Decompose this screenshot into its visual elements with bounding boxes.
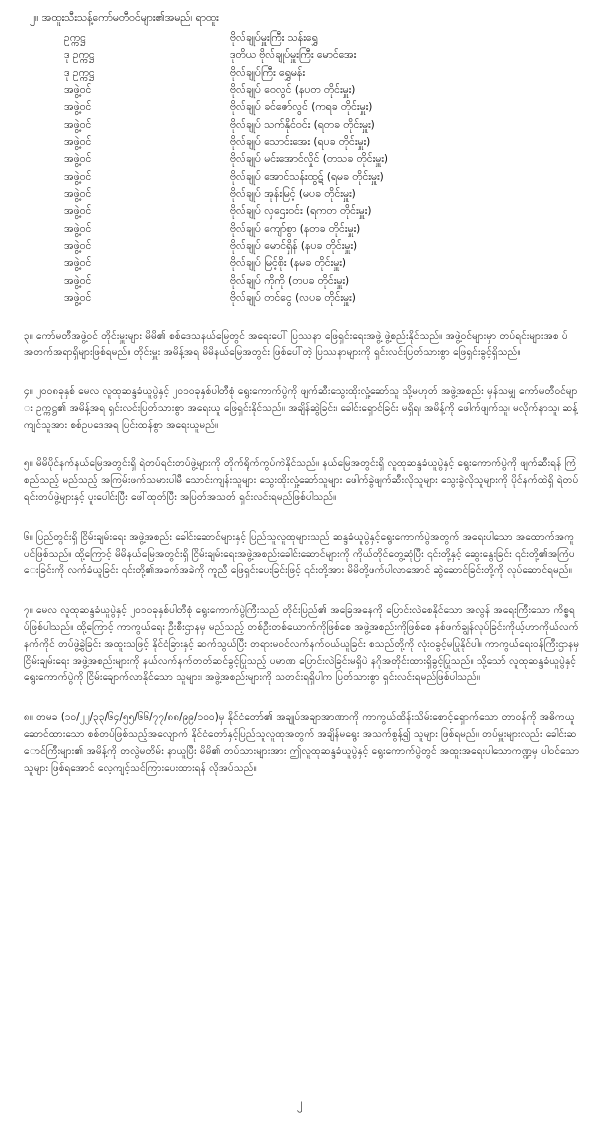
member-role: အဖွဲ့ဝင် bbox=[64, 101, 92, 114]
member-role: အဖွဲ့ဝင် bbox=[64, 240, 92, 253]
member-name: ဗိုလ်ချုပ် မင်းအောင်လှိုင် (တသခ တိုင်းမှူး) bbox=[230, 153, 388, 166]
member-name: ဗိုလ်ချုပ်ကြီး ရွှေမန်း bbox=[230, 66, 305, 79]
member-row bbox=[64, 82, 580, 99]
member-role: ဒု ဥက္ကဋ္ဌ bbox=[64, 66, 95, 79]
member-name: ဗိုလ်ချုပ်မှူးကြီး သန်းရွှေ bbox=[230, 32, 318, 44]
member-name: ဗိုလ်ချုပ် ကိုကို (တပခ တိုင်းမှူး) bbox=[230, 274, 350, 287]
member-name: ဗိုလ်ချုပ် သောင်းအေး (ရပခ တိုင်းမှူး) bbox=[230, 136, 371, 149]
member-role: အဖွဲ့ဝင် bbox=[64, 188, 92, 201]
member-row bbox=[64, 47, 580, 64]
member-role: အဖွဲ့ဝင် bbox=[64, 205, 92, 218]
member-role: အဖွဲ့ဝင် bbox=[64, 222, 92, 235]
member-role: ဒု ဥက္ကဋ္ဌ bbox=[64, 49, 95, 62]
member-row bbox=[64, 134, 580, 151]
member-name: ဗိုလ်ချုပ် မောင်ရှိန် (နပခ တိုင်းမှူး) bbox=[230, 240, 358, 253]
member-role: အဖွဲ့ဝင် bbox=[64, 292, 92, 305]
member-name: ဗိုလ်ချုပ် ခင်ဇော်လွင် (ကရခ တိုင်းမှူး) bbox=[230, 101, 373, 114]
member-row bbox=[64, 203, 580, 220]
member-role: အဖွဲ့ဝင် bbox=[64, 84, 92, 97]
member-name: ဗိုလ်ချုပ် သက်နိုင်ဝင်း (ရတခ တိုင်းမှူး) bbox=[230, 118, 375, 131]
paragraph-3: ၃။ ကော်မတီအဖွဲ့ဝင် တိုင်းမှူးများ မိမိ၏ စစ်ဒေသနယ်မြေတွင် အရေးပေါ် ပြဿနာ ဖြေရှင်းရေးအဖွဲ့ ဖွဲ့စည်းနိုင်သည်။ အဖွဲ့ဝင်များမှာ တပ်ရင်းများအစ ပ် အတက်အရာရှိများဖြစ်ရမည်။ တိုင်းမှူး အမိန့်အရ မိမိနယ်မြေအတွင်း ဖြစ်ပေါ်တဲ့ ပြဿနာများကို ရှင်းလင်းပြတ်သားစွာ ဖြေရှင်းခွင့်ရှိသည်။ bbox=[24, 330, 568, 359]
member-name: ဗိုလ်ချုပ် လှဌေးဝင်း (ရကတ တိုင်းမှူး) bbox=[230, 205, 372, 218]
member-row bbox=[64, 117, 580, 134]
member-role: အဖွဲ့ဝင် bbox=[64, 274, 92, 287]
member-row bbox=[64, 255, 580, 272]
member-row bbox=[64, 290, 580, 307]
member-name: ဒုတိယ ဗိုလ်ချုပ်မှူးကြီး မောင်အေး bbox=[230, 49, 357, 62]
member-row bbox=[64, 151, 580, 168]
paragraph-8: ၈။ တမခ (၁၀/၂၂/၃၃/၆၄/၅၅/၆၆/၇၇/၈၈/၉၉/၁၀၀)မှ နိုင်ငံတော်၏ အချုပ်အချာအာဏာကို ကာကွယ်ထိန်းသိမ်းစောင့်ရှောက်သော တာဝန်ကို အဓိကယူဆောင်ထားသော စစ်တပ်ဖြစ်သည့်အလျောက် နိုင်ငံတော်နှင့်ပြည်သူလူထုအတွက် အချိန်မရွေး အသက်စွန့်၍ သူများ ဖြစ်ရမည်။ တပ်မှူးများလည်း ခေါင်းဆောင်ကြီးများ၏ အမိန့်ကို တလွဲမတိမ်း နာယူပြီး မိမိ၏ တပ်သားများအား ဤလူထုဆန္ဒခံယူပွဲနှင့် ရွေးကောက်ပွဲတွင် အထူးအရေးပါသောကဏ္ဍမှ ပါဝင်သော သူများ ဖြစ်ရအောင် လေ့ကျင့်သင်ကြားပေးထားရန် လိုအပ်သည်။ bbox=[24, 712, 580, 774]
member-row bbox=[64, 169, 580, 186]
member-row bbox=[64, 99, 580, 116]
member-role: အဖွဲ့ဝင် bbox=[64, 170, 92, 183]
member-name: ဗိုလ်ချုပ် တင်ငွေ (လပခ တိုင်းမှူး) bbox=[230, 292, 356, 305]
paragraph-5: ၅။ မိမိပိုင်နက်နယ်မြေအတွင်းရှိ ရဲတပ်ရင်းတပ်ဖွဲ့များကို တိုက်ရိုက်ကွပ်ကဲနိုင်သည်။ နယ်မြေအတွင်းရှိ လူထုဆန္ဒခံယူပွဲနှင့် ရွေးကောက်ပွဲကို ဖျက်ဆီးရန် ကြံစည်သည့် မည်သည့် အကြမ်းဖက်သမားပါမီ သောင်းကျန်းသူများ သွေးထိုးလှုံ့ဆော်သူများ ဖေါက်ခွဲဖျက်ဆီးလိုသူများ သွေးခွဲလိုသူများကို ပိုင်နက်ထဲရှိ ရဲတပ်ရင်းတပ်ဖွဲ့များနှင့် ပူးပေါင်းပြီး ဖေါ်ထုတ်ပြီး အပြတ်အသတ် ရှင်းလင်းရမည်ဖြစ်ပါသည်။ bbox=[24, 458, 579, 504]
member-row bbox=[64, 186, 580, 203]
member-row bbox=[64, 238, 580, 255]
member-row bbox=[64, 65, 580, 82]
member-role: အဖွဲ့ဝင် bbox=[64, 136, 92, 149]
member-name: ဗိုလ်ချုပ် အောင်သန်းထွဋ် (ရမခ တိုင်းမှူး) bbox=[230, 170, 384, 183]
member-name: ဗိုလ်ချုပ် မြင့်စိုး (နမခ တိုင်းမှူး) bbox=[230, 257, 346, 270]
member-role: အဖွဲ့ဝင် bbox=[64, 118, 92, 131]
section-heading: ၂။ အထူးသီးသန့်ကော်မတီဝင်များ၏အမည်၊ ရာထူး bbox=[30, 12, 219, 24]
member-row bbox=[64, 221, 580, 238]
member-role: ဥက္ကဋ္ဌ bbox=[64, 32, 86, 44]
paragraph-4: ၄။ ၂၀၀၈ခုနှစ် မေလ လူထုဆန္ဒခံယူပွဲနှင့် ၂၀၁၀ခုနှစ်ပါတီစုံ ရွေးကောက်ပွဲကို ဖျက်ဆီးသွေးထိုးလှုံ့ဆော်သူ သို့မဟုတ် အဖွဲ့အစည်း မှန်သမျှ ကော်မတီဝင်များ ဥက္ကဋ္ဌ၏ အမိန့်အရ ရှင်းလင်းပြတ်သားစွာ အရေးယူ ဖြေရှင်းနိုင်သည်။ အချိန်ဆွဲခြင်း၊ ခေါင်းရှောင်ခြင်း မရှိရ၊ အမိန့်ကို ဖေါက်ဖျက်သူ၊ မလိုက်နာသူ၊ ဆန့်ကျင်သူအား စစ်ဥပဒေအရ ပြင်းထန်စွာ အရေးယူမည်။ bbox=[24, 386, 578, 431]
member-name: ဗိုလ်ချုပ် ဝေလွင် (နပတ တိုင်းမှူး) bbox=[230, 84, 356, 97]
member-row bbox=[64, 273, 580, 290]
committee-roster bbox=[64, 30, 580, 308]
member-row bbox=[64, 30, 580, 47]
member-role: အဖွဲ့ဝင် bbox=[64, 257, 92, 270]
page-number: ၂ bbox=[297, 1096, 303, 1110]
member-name: ဗိုလ်ချုပ် ကျော်စွာ (နတခ တိုင်းမှူး) bbox=[230, 222, 361, 235]
member-role: အဖွဲ့ဝင် bbox=[64, 153, 92, 166]
paragraph-7: ၇။ မေလ လူထုဆန္ဒခံယူပွဲနှင့် ၂၀၁၀ခုနှစ်ပါတီစုံ ရွေးကောက်ပွဲကြီးသည် တိုင်းပြည်၏ အခြေအနေကို ပြောင်းလဲစေနိုင်သော အလွန် အရေးကြီးသော ကိစ္စရပ်ဖြစ်ပါသည်။ ထို့ကြောင့် ကာကွယ်ရေး ဦးစီးဌာနမှ မည်သည့် တစ်ဦးတစ်ယောက်ကိုဖြစ်စေ အဖွဲ့အစည်းကိုဖြစ်စေ နစ်ဖက်ချွန်လုပ်ခြင်းကိုယ့်ဟာကိုယ်လက်နက်ကိုင် တပ်ဖွဲ့ခွဲခြင်း အထူးသဖြင့် နိုင်ငံခြားနှင့် ဆက်သွယ်ပြီး တရားမဝင်လက်နက်ဝယ်ယူခြင်း စသည်တို့ကို လုံးဝခွင့်မပြုနိုင်ပါ။ ကာကွယ်ရေးဝန်ကြီးဌာနမှ ငြိမ်းချမ်းရေး အဖွဲ့အစည်းများကို နယ်လက်နက်တတ်ဆင်ခွင့်ပြုသည့် ပမာဏ ပြောင်းလဲခြင်းမရှိပဲ နဂိုအတိုင်းထားရှိခွင့်ပြုသည်။ သို့သော် လူထုဆန္ဒခံယူပွဲနှင့် ရွေးကောက်ပွဲကို ငြိမ်းချောက်လာနိုင်သော သူများ၊ အဖွဲ့အစည်းများကို သတင်းရရှိပါက ပြတ်သားစွာ ရှင်းလင်းရမည်ဖြစ်ပါသည်။ bbox=[24, 605, 580, 684]
paragraph-6: ၆။ ပြည်တွင်းရှိ ငြိမ်းချမ်းရေး အဖွဲ့အစည်း ခေါင်းဆောင်များနှင့် ပြည်သူလူထုများသည် ဆန္ဒခံယူပွဲနှင့်ရွေးကောက်ပွဲအတွက် အရေးပါသော အထောက်အကူပင်ဖြစ်သည်။ ထို့ကြောင့် မိမိနယ်မြေအတွင်းရှိ ငြိမ်းချမ်းရေးအဖွဲ့အစည်းခေါင်းဆောင်များကို ကိုယ်တိုင်တွေ့ဆုံပြီး ၎င်းတို့နှင့် ဆွေးနွေးခြင်း ၎င်းတို့၏အကြံပေးခြင်းကို လက်ခံယူခြင်း ၎င်းတို့၏အခက်အခဲကို ကူညီ ဖြေရှင်းပေးခြင်းဖြင့် ၎င်းတို့အား မိမိတို့ဖက်ပါလာအောင် ဆွဲဆောင်ခြင်းတို့ကို လုပ်ဆောင်ရမည်။ bbox=[24, 531, 575, 577]
member-name: ဗိုလ်ချုပ် အုန်းမြင့် (မပခ တိုင်းမှူး) bbox=[230, 188, 356, 201]
